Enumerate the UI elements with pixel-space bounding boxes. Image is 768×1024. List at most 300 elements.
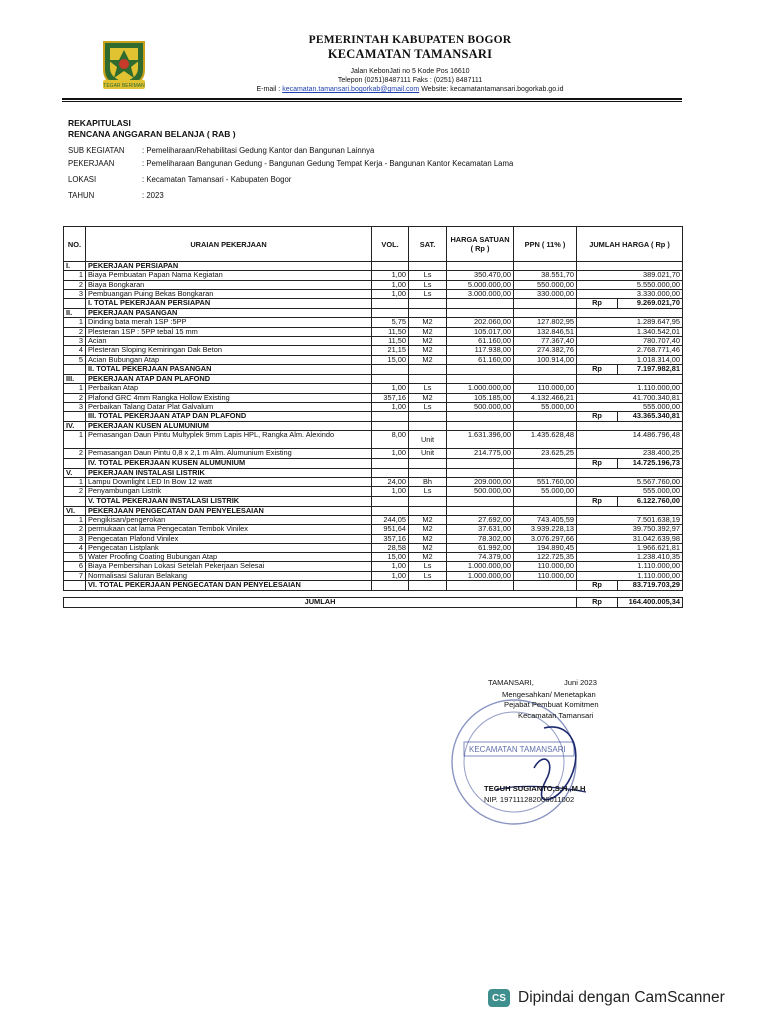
item-unit-price: 61.160,00: [447, 355, 514, 364]
section-total-label: I. TOTAL PEKERJAAN PERSIAPAN: [86, 299, 372, 309]
item-volume: 11,50: [372, 327, 409, 336]
item-number: 5: [64, 355, 86, 364]
table-row: [64, 562, 683, 571]
section-title-row: [64, 422, 683, 431]
grand-total-value: 164.400.005,34: [618, 598, 683, 608]
currency-label: Rp: [577, 412, 618, 422]
col-uraian: URAIAN PEKERJAAN: [86, 227, 372, 262]
section-total-row: [64, 364, 683, 374]
item-unit-price: 214.775,00: [447, 449, 514, 458]
item-unit-price: 117.938,00: [447, 346, 514, 355]
item-unit-price: 105.017,00: [447, 327, 514, 336]
section-total-label: VI. TOTAL PEKERJAAN PENGECATAN DAN PENYELESAIAN: [86, 581, 372, 591]
item-unit: Ls: [409, 487, 447, 496]
item-description: Pemasangan Daun Pintu Multyplek 9mm Lapis HPL, Rangka Alm. Alexindo: [86, 431, 372, 449]
section-number: VI.: [64, 506, 86, 515]
document-page: TEGAR BERIMAN PEMERINTAH KABUPATEN BOGOR KECAMATAN TAMANSARI Jalan KebonJati no 5 Kode Pos 16610 Telepon (0251)8487111 Faks : (0251) 8487111 E-mail : kecamatan.tamansari.bogorkab@gmail.com Website: kecamatantamansari.bogorkab.go.id REKAPITULASI RENCANA ANGGARAN BELANJA ( RAB ) SUB KEGIATAN : Pemeliharaan/Rehabilitasi Gedung Kantor dan Bangunan Lainnya PEKERJAAN : Pemeliharaan Bangunan Gedung - Bangunan Gedung Tempat Kerja - Bangunan Kantor Kecamatan Lama LOKASI : Kecamatan Tamansari - Kabupaten Bogor TAHUN : 2023 NO. URAIAN PEKERJAAN VOL. SAT. HARGA SATUAN ( Rp ) PPN ( 11% ) JUMLAH HARGA ( Rp ) I. PEKERJAAN PERSIAPAN 1 Biaya Pembuatan Papan Nama Kegiatan 1,00 Ls 350.470,00 38.551,70 389.021,70 2 Biaya Bongkaran 1,00 Ls 5.000.000,00 550.000,00 5.550.000,00 3 Pembuangan Puing Bekas Bongkaran 1,00 Ls 3.000.000,00 330.000,00 3.330.000,00 I. TOTAL PEKERJAAN PERSIAPAN Rp 9.269.021,70 II. PEKERJAAN PASANGAN 1 Dinding bata merah 1SP :5PP 5,75 M2 202.060,00 127.802,95 1.289.647,95 2 Plesteran 1SP : 5PP tebal 15 mm 11,50 M2 105.017,00 132.846,51 1.340.542,01 3 Acian 11,50 M2 61.160,00 77.367,40 780.707,40 4 Plesteran Sloping Kemiringan Dak Beton 21,15 M2 117.938,00 274.382,76 2.768.771,46 5 Acian Bubungan Atap 15,00 M2 61.160,00 100.914,00 1.018.314,00 II. TOTAL PEKERJAAN PASANGAN Rp 7.197.982,81 III. PEKERJAAN ATAP DAN PLAFOND 1 Perbaikan Atap 1,00 Ls 1.000.000,00 110.000,00 1.110.000,00 2 Plafond GRC 4mm Rangka Hollow Existing 357,16 M2 105.185,00 4.132.466,21 41.700.340,81 3 Perbaikan Talang Datar Plat Galvalum 1,00 Ls 500.000,00 55.000,00 555.000,00 III. TOTAL PEKERJAAN ATAP DAN PLAFOND Rp 43.365.340,81 IV. PEKERJAAN KUSEN ALUMUNIUM 1 Pemasangan Daun Pintu Multyplek 9mm Lapis HPL, Rangka Alm. Alexindo 8,00 Unit 1.631.396,00 1.435.628,48 14.486.796,48 2 Pemasangan Daun Pintu 0,8 x 2,1 m Alm. Alumunium Existing 1,00 Unit 214.775,00 23.625,25 238.400,25 IV. TOTAL PEKERJAAN KUSEN ALUMUNIUM Rp 14.725.196,73 V. PEKERJAAN INSTALASI LISTRIK 1 Lampu Downlight LED In Bow 12 watt 24,00 Bh 209.000,00 551.760,00 5.567.760,00 2 Penyambungan Listrik 1,00 Ls 500.000,00 55.000,00 555.000,00 V. TOTAL PEKERJAAN INSTALASI LISTRIK Rp 6.122.760,00 VI. PEKERJAAN PENGECATAN DAN PENYELESAIAN 1 Pengikisan/pengerokan 244,05 M2 27.692,00 743.405,59 7.501.638,19 2 permukaan cat lama Pengecatan Tembok Vinilex 951,64 M2 37.631,00 3.939.228,13 39.750.392,97 3 Pengecatan Plafond Vinilex 357,16 M2 78.302,00 3.076.297,66 31.042.639,98 4 Pengecatan Listplank 28,58 M2 61.992,00 194.890,45 1.966.621,81 5 Water Proofing Coating Bubungan Atap 15,00 M2 74.379,00 122.725,35 1.238.410,35 6 Biaya Pembersihan Lokasi Setelah Pekerjaan Selesai 1,00 Ls 1.000.000,00 110.000,00 1.110.000,00 7 Normalisasi Saluran Belakang 1,00 Ls 1.000.000,00 110.000,00 1.110.000,00 VI. TOTAL PEKERJAAN PENGECATAN DAN PENYELESAIAN Rp 83.719.703,29 JUMLAH Rp 164.400.005,34 KECAMATAN TAMANSARI TAMANSARI, Juni 2023 Mengesahkan/ Menetapkan Pejabat Pembuat Komitmen Kecamatan Tamansari TEGUH SUGIANTO,S.H.,M.H NIP. 197111282006011002 CS Dipindai dengan CamScanner: [0, 0, 768, 1024]
item-volume: 15,00: [372, 355, 409, 364]
section-total-value: 43.365.340,81: [618, 412, 683, 422]
item-unit: M2: [409, 525, 447, 534]
empty-cell: [577, 262, 683, 271]
item-total: 31.042.639,98: [577, 534, 683, 543]
sign-name: TEGUH SUGIANTO,S.H.,M.H: [484, 784, 586, 793]
section-title: PEKERJAAN KUSEN ALUMUNIUM: [86, 422, 372, 431]
item-ppn: 127.802,95: [514, 318, 577, 327]
empty-cell: [447, 309, 514, 318]
empty-cell: [514, 262, 577, 271]
item-ppn: 132.846,51: [514, 327, 577, 336]
item-total: 1.110.000,00: [577, 384, 683, 393]
item-unit: M2: [409, 534, 447, 543]
empty-cell: [447, 299, 514, 309]
item-unit-price: 1.000.000,00: [447, 571, 514, 580]
section-total-row: [64, 299, 683, 309]
item-description: Dinding bata merah 1SP :5PP: [86, 318, 372, 327]
item-number: 3: [64, 337, 86, 346]
letterhead-line2: KECAMATAN TAMANSARI: [327, 47, 493, 61]
section-total-label: III. TOTAL PEKERJAAN ATAP DAN PLAFOND: [86, 412, 372, 422]
section-title-row: [64, 309, 683, 318]
sign-line3: Pejabat Pembuat Komitmen: [504, 700, 599, 709]
item-description: Pengecatan Listplank: [86, 543, 372, 552]
header-rule: [62, 98, 682, 100]
empty-cell: [409, 468, 447, 477]
item-total: 1.110.000,00: [577, 562, 683, 571]
item-unit: M2: [409, 515, 447, 524]
sign-nip: NIP. 197111282006011002: [484, 795, 575, 804]
letterhead: [170, 34, 650, 93]
item-description: Penyambungan Listrik: [86, 487, 372, 496]
item-number: 3: [64, 289, 86, 298]
item-ppn: 4.132.466,21: [514, 393, 577, 402]
empty-cell: [577, 374, 683, 383]
col-ppn: PPN ( 11% ): [514, 227, 577, 262]
item-volume: 1,00: [372, 449, 409, 458]
item-total: 1.966.621,81: [577, 543, 683, 552]
empty-cell: [514, 458, 577, 468]
currency-label: Rp: [577, 598, 618, 608]
item-ppn: 330.000,00: [514, 289, 577, 298]
table-row: [64, 355, 683, 364]
item-total: 7.501.638,19: [577, 515, 683, 524]
item-ppn: 38.551,70: [514, 271, 577, 280]
item-description: Biaya Pembersihan Lokasi Setelah Pekerjaan Selesai: [86, 562, 372, 571]
camscanner-text: Dipindai dengan CamScanner: [518, 989, 725, 1006]
section-title: PEKERJAAN PENGECATAN DAN PENYELESAIAN: [86, 506, 372, 515]
item-description: Pembuangan Puing Bekas Bongkaran: [86, 289, 372, 298]
empty-cell: [372, 581, 409, 591]
table-row: [64, 571, 683, 580]
currency-label: Rp: [577, 364, 618, 374]
item-unit: M2: [409, 543, 447, 552]
letterhead-address: Jalan KebonJati no 5 Kode Pos 16610: [350, 68, 470, 75]
table-row: [64, 478, 683, 487]
item-number: 4: [64, 543, 86, 552]
item-total: 1.289.647,95: [577, 318, 683, 327]
empty-cell: [372, 422, 409, 431]
item-number: 7: [64, 571, 86, 580]
section-title-row: [64, 374, 683, 383]
item-description: permukaan cat lama Pengecatan Tembok Vinilex: [86, 525, 372, 534]
table-row: [64, 487, 683, 496]
item-description: Acian: [86, 337, 372, 346]
empty-cell: [447, 374, 514, 383]
table-row: [64, 553, 683, 562]
empty-cell: [409, 374, 447, 383]
item-ppn: 55.000,00: [514, 402, 577, 411]
col-no: NO.: [64, 227, 86, 262]
table-row: [64, 431, 683, 449]
item-volume: 951,64: [372, 525, 409, 534]
item-unit: M2: [409, 553, 447, 562]
item-description: Pengikisan/pengerokan: [86, 515, 372, 524]
item-unit-price: 37.631,00: [447, 525, 514, 534]
item-unit: Ls: [409, 562, 447, 571]
item-total: 14.486.796,48: [577, 431, 683, 449]
letterhead-line1: PEMERINTAH KABUPATEN BOGOR: [308, 34, 512, 46]
item-number: 1: [64, 515, 86, 524]
item-unit: M2: [409, 393, 447, 402]
table-row: [64, 271, 683, 280]
empty-cell: [514, 468, 577, 477]
item-unit: M2: [409, 318, 447, 327]
item-description: Pemasangan Daun Pintu 0,8 x 2,1 m Alm. Alumunium Existing: [86, 449, 372, 458]
empty-cell: [447, 262, 514, 271]
empty-cell: [64, 412, 86, 422]
empty-cell: [372, 496, 409, 506]
section-title-row: [64, 262, 683, 271]
item-total: 555.000,00: [577, 487, 683, 496]
item-unit: Unit: [409, 449, 447, 458]
item-description: Perbaikan Atap: [86, 384, 372, 393]
item-total: 1.110.000,00: [577, 571, 683, 580]
item-unit-price: 1.631.396,00: [447, 431, 514, 449]
section-title: PEKERJAAN ATAP DAN PLAFOND: [86, 374, 372, 383]
col-harga: HARGA SATUAN ( Rp ): [447, 227, 514, 262]
item-unit-price: 500.000,00: [447, 487, 514, 496]
table-row: [64, 337, 683, 346]
item-ppn: 77.367,40: [514, 337, 577, 346]
section-number: IV.: [64, 422, 86, 431]
section-total-value: 9.269.021,70: [618, 299, 683, 309]
item-volume: 1,00: [372, 271, 409, 280]
item-unit-price: 61.992,00: [447, 543, 514, 552]
empty-cell: [514, 496, 577, 506]
empty-cell: [64, 581, 86, 591]
item-unit-price: 1.000.000,00: [447, 562, 514, 571]
empty-cell: [372, 309, 409, 318]
empty-cell: [514, 364, 577, 374]
email-link[interactable]: kecamatan.tamansari.bogorkab@gmail.com: [282, 86, 420, 93]
svg-text:KECAMATAN TAMANSARI: KECAMATAN TAMANSARI: [469, 745, 566, 754]
empty-cell: [372, 374, 409, 383]
table-row: [64, 327, 683, 336]
item-number: 1: [64, 271, 86, 280]
item-description: Normalisasi Saluran Belakang: [86, 571, 372, 580]
empty-cell: [64, 299, 86, 309]
table-row: [64, 289, 683, 298]
table-row: [64, 280, 683, 289]
item-unit: Ls: [409, 402, 447, 411]
empty-cell: [447, 422, 514, 431]
item-ppn: 23.625,25: [514, 449, 577, 458]
item-volume: 24,00: [372, 478, 409, 487]
item-total: 780.707,40: [577, 337, 683, 346]
item-number: 4: [64, 346, 86, 355]
doc-subtitle: RENCANA ANGGARAN BELANJA ( RAB ): [68, 129, 236, 139]
table-row: [64, 393, 683, 402]
sign-line4: Kecamatan Tamansari: [518, 711, 594, 720]
item-description: Biaya Bongkaran: [86, 280, 372, 289]
item-ppn: 3.939.228,13: [514, 525, 577, 534]
letterhead-contact: E-mail : kecamatan.tamansari.bogorkab@gmail.com Website: kecamatantamansari.bogorkab.go.id: [256, 86, 564, 93]
item-volume: 1,00: [372, 384, 409, 393]
item-description: Biaya Pembuatan Papan Nama Kegiatan: [86, 271, 372, 280]
section-title-row: [64, 506, 683, 515]
section-title: PEKERJAAN PASANGAN: [86, 309, 372, 318]
item-volume: 21,15: [372, 346, 409, 355]
item-description: Plafond GRC 4mm Rangka Hollow Existing: [86, 393, 372, 402]
item-total: 1.340.542,01: [577, 327, 683, 336]
empty-cell: [372, 262, 409, 271]
item-number: 2: [64, 449, 86, 458]
item-number: 1: [64, 478, 86, 487]
empty-cell: [64, 458, 86, 468]
item-number: 1: [64, 431, 86, 449]
empty-cell: [577, 309, 683, 318]
empty-cell: [577, 506, 683, 515]
section-title: PEKERJAAN PERSIAPAN: [86, 262, 372, 271]
item-ppn: 551.760,00: [514, 478, 577, 487]
section-number: III.: [64, 374, 86, 383]
item-unit: Ls: [409, 280, 447, 289]
svg-text:TEGAR BERIMAN: TEGAR BERIMAN: [103, 83, 145, 89]
item-total: 5.567.760,00: [577, 478, 683, 487]
kabupaten-bogor-logo: [100, 40, 148, 90]
item-number: 2: [64, 525, 86, 534]
empty-cell: [447, 506, 514, 515]
item-volume: 1,00: [372, 487, 409, 496]
letterhead-phone: Telepon (0251)8487111 Faks : (0251) 8487111: [337, 77, 483, 84]
item-volume: 357,16: [372, 534, 409, 543]
item-unit: Ls: [409, 571, 447, 580]
item-number: 2: [64, 327, 86, 336]
item-total: 5.550.000,00: [577, 280, 683, 289]
item-unit-price: 74.379,00: [447, 553, 514, 562]
empty-cell: [514, 374, 577, 383]
item-total: 2.768.771,46: [577, 346, 683, 355]
empty-cell: [447, 364, 514, 374]
empty-cell: [409, 299, 447, 309]
col-jumlah: JUMLAH HARGA ( Rp ): [577, 227, 683, 262]
section-number: V.: [64, 468, 86, 477]
item-volume: 1,00: [372, 280, 409, 289]
empty-cell: [409, 309, 447, 318]
section-total-label: V. TOTAL PEKERJAAN INSTALASI LISTRIK: [86, 496, 372, 506]
item-unit-price: 3.000.000,00: [447, 289, 514, 298]
section-title: PEKERJAAN INSTALASI LISTRIK: [86, 468, 372, 477]
table-row: [64, 525, 683, 534]
rab-body: [64, 262, 683, 608]
item-volume: 8,00: [372, 431, 409, 449]
section-total-label: II. TOTAL PEKERJAAN PASANGAN: [86, 364, 372, 374]
item-ppn: 743.405,59: [514, 515, 577, 524]
table-row: [64, 384, 683, 393]
item-unit: M2: [409, 337, 447, 346]
section-total-value: 14.725.196,73: [618, 458, 683, 468]
item-unit-price: 5.000.000,00: [447, 280, 514, 289]
empty-cell: [447, 458, 514, 468]
section-total-row: [64, 458, 683, 468]
table-row: [64, 346, 683, 355]
item-ppn: 110.000,00: [514, 384, 577, 393]
item-description: Acian Bubungan Atap: [86, 355, 372, 364]
item-number: 1: [64, 384, 86, 393]
empty-cell: [514, 309, 577, 318]
empty-cell: [409, 412, 447, 422]
empty-cell: [372, 364, 409, 374]
currency-label: Rp: [577, 458, 618, 468]
item-total: 3.330.000,00: [577, 289, 683, 298]
empty-cell: [447, 412, 514, 422]
item-unit-price: 202.060,00: [447, 318, 514, 327]
empty-cell: [447, 581, 514, 591]
table-row: [64, 515, 683, 524]
item-unit-price: 350.470,00: [447, 271, 514, 280]
item-unit: M2: [409, 346, 447, 355]
item-number: 5: [64, 553, 86, 562]
empty-cell: [577, 468, 683, 477]
spacer-row: [64, 591, 683, 598]
empty-cell: [514, 581, 577, 591]
item-volume: 1,00: [372, 402, 409, 411]
item-description: Water Proofing Coating Bubungan Atap: [86, 553, 372, 562]
item-number: 6: [64, 562, 86, 571]
item-volume: 5,75: [372, 318, 409, 327]
item-number: 3: [64, 534, 86, 543]
rab-table: [63, 226, 683, 608]
empty-cell: [514, 412, 577, 422]
sign-place: TAMANSARI,: [488, 678, 534, 687]
table-row: [64, 449, 683, 458]
empty-cell: [409, 262, 447, 271]
grand-total-label: JUMLAH: [64, 598, 577, 608]
item-total: 555.000,00: [577, 402, 683, 411]
item-number: 1: [64, 318, 86, 327]
currency-label: Rp: [577, 581, 618, 591]
camscanner-watermark: [488, 985, 725, 1011]
item-description: Pengecatan Plafond Vinilex: [86, 534, 372, 543]
item-volume: 1,00: [372, 571, 409, 580]
item-volume: 28,58: [372, 543, 409, 552]
item-unit-price: 78.302,00: [447, 534, 514, 543]
item-ppn: 3.076.297,66: [514, 534, 577, 543]
item-total: 1.238.410,35: [577, 553, 683, 562]
section-total-value: 6.122.760,00: [618, 496, 683, 506]
empty-cell: [372, 468, 409, 477]
item-ppn: 110.000,00: [514, 571, 577, 580]
item-unit-price: 61.160,00: [447, 337, 514, 346]
empty-cell: [372, 506, 409, 515]
item-unit: Bh: [409, 478, 447, 487]
empty-cell: [514, 299, 577, 309]
sign-line2: Mengesahkan/ Menetapkan: [502, 690, 596, 699]
item-description: Perbaikan Talang Datar Plat Galvalum: [86, 402, 372, 411]
spacer-cell: [64, 591, 683, 598]
table-row: [64, 402, 683, 411]
item-unit: M2: [409, 327, 447, 336]
item-number: 2: [64, 280, 86, 289]
item-total: 389.021,70: [577, 271, 683, 280]
section-total-row: [64, 412, 683, 422]
section-total-value: 83.719.703,29: [618, 581, 683, 591]
item-unit-price: 105.185,00: [447, 393, 514, 402]
item-description: Plesteran Sloping Kemiringan Dak Beton: [86, 346, 372, 355]
item-ppn: 1.435.628,48: [514, 431, 577, 449]
section-total-row: [64, 581, 683, 591]
empty-cell: [409, 364, 447, 374]
table-header-row: [64, 227, 683, 262]
item-volume: 11,50: [372, 337, 409, 346]
item-unit: Ls: [409, 289, 447, 298]
empty-cell: [372, 412, 409, 422]
item-unit-price: 1.000.000,00: [447, 384, 514, 393]
item-unit-price: 209.000,00: [447, 478, 514, 487]
empty-cell: [514, 506, 577, 515]
item-number: 2: [64, 487, 86, 496]
item-unit-price: 500.000,00: [447, 402, 514, 411]
item-ppn: 110.000,00: [514, 562, 577, 571]
section-total-row: [64, 496, 683, 506]
section-number: I.: [64, 262, 86, 271]
currency-label: Rp: [577, 299, 618, 309]
empty-cell: [409, 581, 447, 591]
item-ppn: 55.000,00: [514, 487, 577, 496]
empty-cell: [514, 422, 577, 431]
item-ppn: 100.914,00: [514, 355, 577, 364]
empty-cell: [372, 458, 409, 468]
empty-cell: [409, 422, 447, 431]
empty-cell: [577, 422, 683, 431]
item-description: Lampu Downlight LED In Bow 12 watt: [86, 478, 372, 487]
item-total: 39.750.392,97: [577, 525, 683, 534]
table-row: [64, 543, 683, 552]
empty-cell: [447, 468, 514, 477]
empty-cell: [64, 364, 86, 374]
section-title-row: [64, 468, 683, 477]
doc-title: REKAPITULASI: [68, 118, 131, 128]
item-ppn: 122.725,35: [514, 553, 577, 562]
item-unit-price: 27.692,00: [447, 515, 514, 524]
item-ppn: 550.000,00: [514, 280, 577, 289]
item-unit: Ls: [409, 271, 447, 280]
item-description: Plesteran 1SP : 5PP tebal 15 mm: [86, 327, 372, 336]
item-volume: 15,00: [372, 553, 409, 562]
section-number: II.: [64, 309, 86, 318]
item-total: 1.018.314,00: [577, 355, 683, 364]
item-unit: Ls: [409, 384, 447, 393]
empty-cell: [409, 506, 447, 515]
currency-label: Rp: [577, 496, 618, 506]
header-rule-thin: [62, 101, 682, 102]
grand-total-row: [64, 598, 683, 608]
item-volume: 1,00: [372, 562, 409, 571]
camscanner-icon: CS: [488, 989, 510, 1007]
item-unit: Unit: [409, 431, 447, 449]
sign-date: Juni 2023: [564, 678, 597, 687]
item-unit: M2: [409, 355, 447, 364]
empty-cell: [409, 496, 447, 506]
